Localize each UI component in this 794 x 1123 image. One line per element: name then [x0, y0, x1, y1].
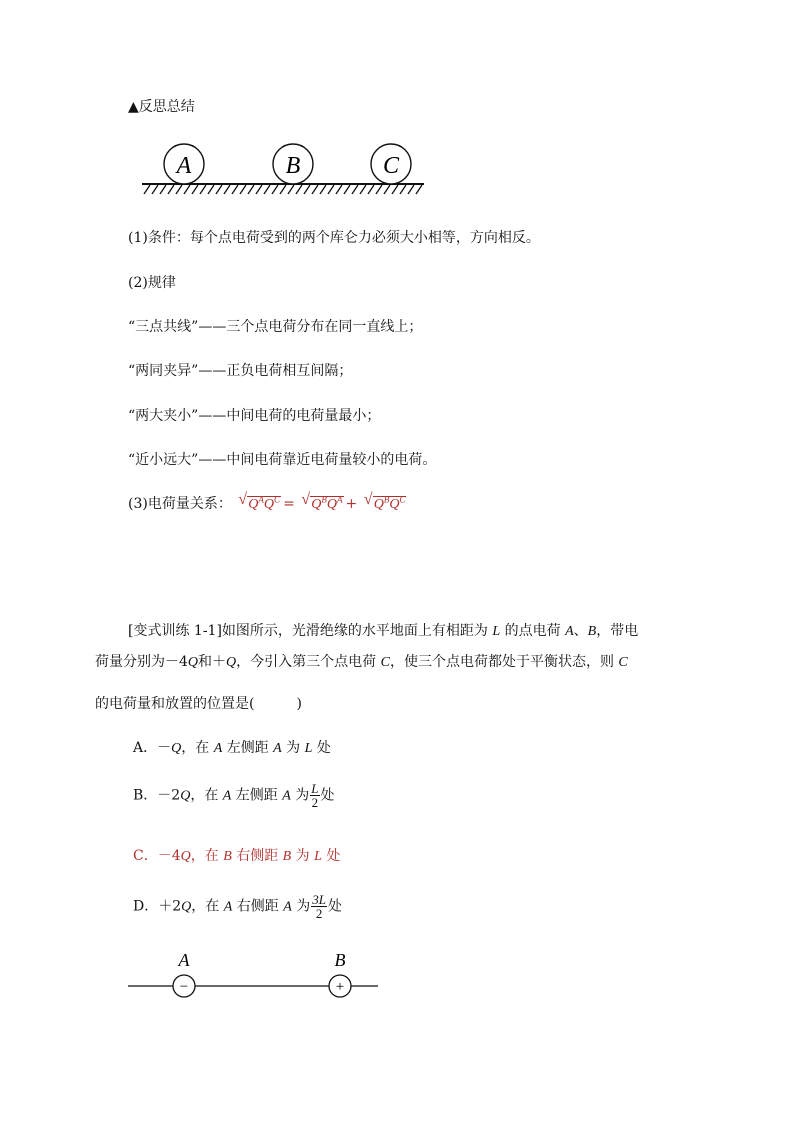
hatch-mark: [344, 185, 350, 194]
rule-item: “近小远大”——中间电荷靠近电荷量较小的电荷。: [128, 452, 437, 468]
hatch-mark: [224, 185, 230, 194]
condition-text: (1)条件：每个点电荷受到的两个库仑力必须大小相等，方向相反。: [128, 230, 540, 246]
hatch-mark: [288, 185, 294, 194]
hatch-mark: [400, 185, 406, 194]
rule-item: “两大夹小”——中间电荷的电荷量最小；: [128, 408, 381, 424]
hatch-mark: [376, 185, 382, 194]
hatch-mark: [192, 185, 198, 194]
hatch-mark: [144, 185, 150, 194]
hatch-mark: [168, 185, 174, 194]
hatch-mark: [368, 185, 374, 194]
hatch-mark: [384, 185, 390, 194]
label-c: C: [382, 153, 400, 179]
exercise-stem-line1: [变式训练 1-1]如图所示，光滑绝缘的水平地面上有相距为 L 的点电荷 A、B，带电: [128, 623, 639, 639]
hatch-mark: [248, 185, 254, 194]
hatch-mark: [240, 185, 246, 194]
exercise-stem-line3: 的电荷量和放置的位置是( ): [95, 696, 302, 712]
plus-sign: +: [335, 979, 345, 995]
radical-term: √ $Q^BQ^C$: [363, 491, 406, 512]
rule-item: “三点共线”——三个点电荷分布在同一直线上；: [128, 319, 423, 335]
minus-sign: −: [179, 979, 189, 995]
radical-term: √ $Q^AQ^C$: [238, 491, 281, 512]
relation-label: (3)电荷量关系：: [128, 496, 232, 512]
fraction: $\frac{3L}{2}$: [312, 892, 326, 921]
hatch-mark: [336, 185, 342, 194]
hatch-mark: [312, 185, 318, 194]
charge-relation: [128, 493, 408, 513]
hatch-mark: [232, 185, 238, 194]
rule-item: “两同夹异”——正负电荷相互间隔；: [128, 363, 353, 379]
label-a: A: [178, 950, 190, 970]
hatch-mark: [320, 185, 326, 194]
hatch-mark: [152, 185, 158, 194]
option-a[interactable]: A．－Q，在 A 左侧距 A 为 L 处: [133, 740, 331, 756]
hatch-mark: [216, 185, 222, 194]
hatch-mark: [392, 185, 398, 194]
exercise-stem-line2: 荷量分别为－4Q和＋Q，今引入第三个点电荷 C，使三个点电荷都处于平衡状态，则 C: [95, 654, 628, 670]
hatch-mark: [360, 185, 366, 194]
radical-term: √ $Q^BQ^A$: [301, 491, 343, 512]
hatch-mark: [304, 185, 310, 194]
option-b[interactable]: B．－2Q，在 A 左侧距 A 为 $\frac{L}{2}$ 处: [133, 781, 335, 810]
label-a: A: [176, 153, 192, 179]
section-heading: ▲反思总结: [128, 99, 195, 115]
rule-title: (2)规律: [128, 275, 176, 291]
hatch-mark: [160, 185, 166, 194]
hatch-mark: [280, 185, 286, 194]
relation-formula: √ $Q^AQ^C$ = √ $Q^BQ^A$ + √ $Q^BQ^C$: [238, 491, 406, 512]
hatch-mark: [184, 185, 190, 194]
hatch-mark: [352, 185, 358, 194]
label-b: B: [285, 153, 301, 179]
hatch-mark: [296, 185, 302, 194]
option-c-correct[interactable]: C．－4Q，在 B 右侧距 B 为 L 处: [133, 848, 341, 864]
label-b: B: [334, 950, 346, 970]
option-d[interactable]: D．＋2Q，在 A 右侧距 A 为 $\frac{3L}{2}$ 处: [133, 892, 342, 921]
ground-hatching: [144, 185, 422, 194]
three-charges-figure: [140, 140, 426, 202]
hatch-mark: [200, 185, 206, 194]
hatch-mark: [408, 185, 414, 194]
hatch-mark: [208, 185, 214, 194]
hatch-mark: [264, 185, 270, 194]
hatch-mark: [256, 185, 262, 194]
fraction: $\frac{L}{2}$: [311, 781, 319, 810]
hatch-mark: [328, 185, 334, 194]
hatch-mark: [176, 185, 182, 194]
hatch-mark: [416, 185, 422, 194]
hatch-mark: [272, 185, 278, 194]
two-charges-figure: [126, 946, 382, 1002]
